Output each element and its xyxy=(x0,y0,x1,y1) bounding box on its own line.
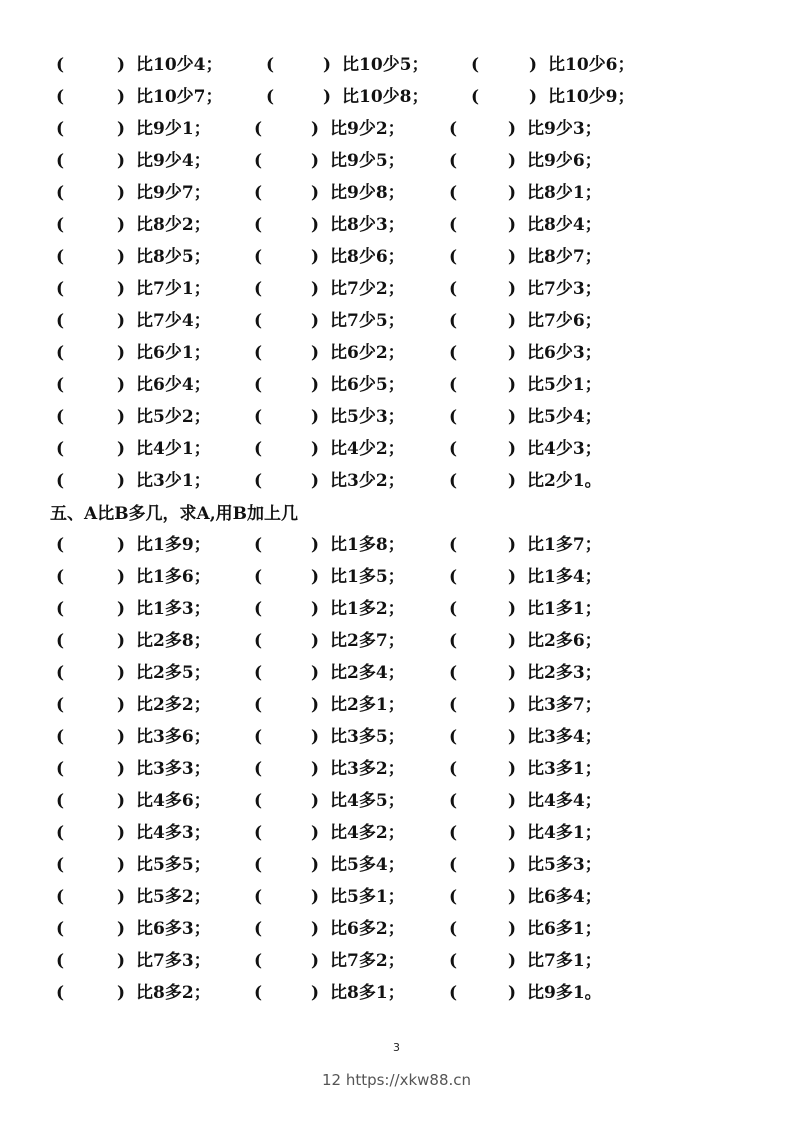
answer-blank-close-paren: ) xyxy=(117,919,126,939)
answer-blank-close-paren: ) xyxy=(117,727,126,747)
exercise-row xyxy=(0,273,793,305)
answer-blank-close-paren: ) xyxy=(117,855,126,875)
answer-blank-close-paren: ) xyxy=(508,791,517,811)
exercise-text: 比7少3； xyxy=(527,279,602,299)
answer-blank-open-paren: ( xyxy=(449,343,458,363)
exercise-text: 比2多4； xyxy=(330,663,405,683)
exercise-text: 比1多2； xyxy=(330,599,405,619)
answer-blank-open-paren: ( xyxy=(254,983,263,1003)
answer-blank-open-paren: ( xyxy=(56,215,65,235)
answer-blank-open-paren: ( xyxy=(56,791,65,811)
answer-blank-open-paren: ( xyxy=(56,631,65,651)
answer-blank-open-paren: ( xyxy=(254,727,263,747)
answer-blank-close-paren: ) xyxy=(323,87,332,107)
answer-blank-close-paren: ) xyxy=(117,535,126,555)
section-heading: 五、A比B多几，求A,用B加上几 xyxy=(50,504,299,524)
answer-blank-close-paren: ) xyxy=(117,759,126,779)
answer-blank-close-paren: ) xyxy=(508,343,517,363)
exercise-text: 比4多2； xyxy=(330,823,405,843)
answer-blank-close-paren: ) xyxy=(508,663,517,683)
exercise-text: 比8少7； xyxy=(527,247,602,267)
answer-blank-open-paren: ( xyxy=(449,471,458,491)
answer-blank-close-paren: ) xyxy=(117,599,126,619)
answer-blank-close-paren: ) xyxy=(508,439,517,459)
exercise-text: 比4多3； xyxy=(136,823,211,843)
answer-blank-open-paren: ( xyxy=(449,983,458,1003)
exercise-row xyxy=(0,657,793,689)
answer-blank-open-paren: ( xyxy=(471,55,480,75)
exercise-text: 比8少1； xyxy=(527,183,602,203)
exercise-text: 比6少2； xyxy=(330,343,405,363)
answer-blank-open-paren: ( xyxy=(56,759,65,779)
answer-blank-open-paren: ( xyxy=(56,663,65,683)
answer-blank-open-paren: ( xyxy=(56,855,65,875)
answer-blank-close-paren: ) xyxy=(311,631,320,651)
exercise-text: 比6多2； xyxy=(330,919,405,939)
exercise-text: 比7少2； xyxy=(330,279,405,299)
answer-blank-close-paren: ) xyxy=(311,375,320,395)
exercise-row xyxy=(0,753,793,785)
answer-blank-close-paren: ) xyxy=(311,791,320,811)
answer-blank-open-paren: ( xyxy=(56,983,65,1003)
answer-blank-close-paren: ) xyxy=(117,439,126,459)
answer-blank-open-paren: ( xyxy=(449,407,458,427)
answer-blank-open-paren: ( xyxy=(56,247,65,267)
answer-blank-close-paren: ) xyxy=(311,919,320,939)
exercise-text: 比1多7； xyxy=(527,535,602,555)
answer-blank-close-paren: ) xyxy=(529,87,538,107)
exercise-text: 比4少3； xyxy=(527,439,602,459)
answer-blank-open-paren: ( xyxy=(254,119,263,139)
exercise-row xyxy=(0,849,793,881)
answer-blank-open-paren: ( xyxy=(254,951,263,971)
answer-blank-open-paren: ( xyxy=(254,823,263,843)
exercise-text: 比6少3； xyxy=(527,343,602,363)
exercise-text: 比1多5； xyxy=(330,567,405,587)
exercise-text: 比9少3； xyxy=(527,119,602,139)
answer-blank-close-paren: ) xyxy=(117,55,126,75)
answer-blank-close-paren: ) xyxy=(311,151,320,171)
answer-blank-open-paren: ( xyxy=(56,599,65,619)
answer-blank-open-paren: ( xyxy=(56,311,65,331)
exercise-row xyxy=(0,209,793,241)
exercise-text: 比5多5； xyxy=(136,855,211,875)
answer-blank-open-paren: ( xyxy=(56,183,65,203)
exercise-row xyxy=(0,369,793,401)
exercise-text: 比7少4； xyxy=(136,311,211,331)
exercise-text: 比8多1； xyxy=(330,983,405,1003)
answer-blank-close-paren: ) xyxy=(323,55,332,75)
exercise-text: 比1多6； xyxy=(136,567,211,587)
exercise-text: 比8少6； xyxy=(330,247,405,267)
page-number: 3 xyxy=(393,1041,400,1054)
answer-blank-close-paren: ) xyxy=(117,279,126,299)
answer-blank-open-paren: ( xyxy=(254,887,263,907)
exercise-text: 比2少1。 xyxy=(527,471,602,491)
exercise-text: 比9少6； xyxy=(527,151,602,171)
exercise-row xyxy=(0,625,793,657)
answer-blank-close-paren: ) xyxy=(117,951,126,971)
exercise-text: 比10少6； xyxy=(548,55,635,75)
exercise-text: 比5多1； xyxy=(330,887,405,907)
exercise-text: 比3多2； xyxy=(330,759,405,779)
answer-blank-open-paren: ( xyxy=(449,823,458,843)
exercise-text: 比2多2； xyxy=(136,695,211,715)
answer-blank-open-paren: ( xyxy=(449,375,458,395)
exercise-text: 比6少5； xyxy=(330,375,405,395)
answer-blank-close-paren: ) xyxy=(311,727,320,747)
answer-blank-open-paren: ( xyxy=(56,375,65,395)
answer-blank-open-paren: ( xyxy=(254,311,263,331)
answer-blank-open-paren: ( xyxy=(449,919,458,939)
exercise-text: 比7多2； xyxy=(330,951,405,971)
answer-blank-open-paren: ( xyxy=(254,919,263,939)
answer-blank-open-paren: ( xyxy=(56,471,65,491)
answer-blank-close-paren: ) xyxy=(311,535,320,555)
answer-blank-close-paren: ) xyxy=(311,855,320,875)
answer-blank-open-paren: ( xyxy=(56,407,65,427)
answer-blank-close-paren: ) xyxy=(311,279,320,299)
answer-blank-open-paren: ( xyxy=(56,343,65,363)
exercise-text: 比6多1； xyxy=(527,919,602,939)
answer-blank-close-paren: ) xyxy=(117,663,126,683)
answer-blank-open-paren: ( xyxy=(254,599,263,619)
exercise-text: 比6多4； xyxy=(527,887,602,907)
answer-blank-close-paren: ) xyxy=(117,183,126,203)
answer-blank-open-paren: ( xyxy=(449,599,458,619)
exercise-text: 比3多3； xyxy=(136,759,211,779)
answer-blank-open-paren: ( xyxy=(449,631,458,651)
exercise-row xyxy=(0,593,793,625)
exercise-text: 比3多5； xyxy=(330,727,405,747)
exercise-text: 比3多4； xyxy=(527,727,602,747)
answer-blank-close-paren: ) xyxy=(117,119,126,139)
exercise-text: 比5少1； xyxy=(527,375,602,395)
answer-blank-close-paren: ) xyxy=(508,727,517,747)
answer-blank-open-paren: ( xyxy=(254,695,263,715)
exercise-row xyxy=(0,881,793,913)
exercise-row xyxy=(0,977,793,1009)
exercise-text: 比5多3； xyxy=(527,855,602,875)
answer-blank-open-paren: ( xyxy=(449,791,458,811)
exercise-text: 比3少1； xyxy=(136,471,211,491)
answer-blank-open-paren: ( xyxy=(449,887,458,907)
answer-blank-open-paren: ( xyxy=(56,55,65,75)
answer-blank-open-paren: ( xyxy=(254,247,263,267)
exercise-text: 比8少2； xyxy=(136,215,211,235)
exercise-text: 比1多8； xyxy=(330,535,405,555)
exercise-text: 比4少1； xyxy=(136,439,211,459)
answer-blank-open-paren: ( xyxy=(254,151,263,171)
answer-blank-open-paren: ( xyxy=(56,567,65,587)
answer-blank-open-paren: ( xyxy=(254,343,263,363)
exercise-row xyxy=(0,401,793,433)
answer-blank-close-paren: ) xyxy=(117,567,126,587)
answer-blank-close-paren: ) xyxy=(508,407,517,427)
answer-blank-close-paren: ) xyxy=(311,567,320,587)
exercise-text: 比2多8； xyxy=(136,631,211,651)
answer-blank-close-paren: ) xyxy=(311,311,320,331)
answer-blank-close-paren: ) xyxy=(117,695,126,715)
exercise-text: 比7少1； xyxy=(136,279,211,299)
exercise-text: 比2多3； xyxy=(527,663,602,683)
answer-blank-open-paren: ( xyxy=(56,87,65,107)
exercise-row xyxy=(0,49,793,81)
answer-blank-close-paren: ) xyxy=(311,183,320,203)
answer-blank-open-paren: ( xyxy=(449,855,458,875)
answer-blank-open-paren: ( xyxy=(449,759,458,779)
exercise-row xyxy=(0,785,793,817)
exercise-row xyxy=(0,817,793,849)
answer-blank-open-paren: ( xyxy=(449,727,458,747)
exercise-row xyxy=(0,561,793,593)
answer-blank-open-paren: ( xyxy=(449,119,458,139)
exercise-text: 比5多2； xyxy=(136,887,211,907)
exercise-row xyxy=(0,689,793,721)
exercise-text: 比1多9； xyxy=(136,535,211,555)
exercise-text: 比8多2； xyxy=(136,983,211,1003)
exercise-row xyxy=(0,465,793,497)
answer-blank-open-paren: ( xyxy=(254,759,263,779)
exercise-row xyxy=(0,721,793,753)
exercise-row xyxy=(0,241,793,273)
answer-blank-open-paren: ( xyxy=(449,247,458,267)
answer-blank-close-paren: ) xyxy=(508,983,517,1003)
answer-blank-close-paren: ) xyxy=(508,311,517,331)
answer-blank-open-paren: ( xyxy=(56,727,65,747)
answer-blank-close-paren: ) xyxy=(311,759,320,779)
answer-blank-open-paren: ( xyxy=(449,695,458,715)
exercise-text: 比8少5； xyxy=(136,247,211,267)
answer-blank-close-paren: ) xyxy=(117,311,126,331)
answer-blank-close-paren: ) xyxy=(508,599,517,619)
exercise-text: 比9少8； xyxy=(330,183,405,203)
answer-blank-open-paren: ( xyxy=(449,951,458,971)
exercise-row xyxy=(0,305,793,337)
answer-blank-open-paren: ( xyxy=(254,791,263,811)
exercise-text: 比5少3； xyxy=(330,407,405,427)
exercise-text: 比7少6； xyxy=(527,311,602,331)
answer-blank-close-paren: ) xyxy=(117,791,126,811)
answer-blank-close-paren: ) xyxy=(508,631,517,651)
exercise-text: 比9少5； xyxy=(330,151,405,171)
answer-blank-close-paren: ) xyxy=(117,631,126,651)
answer-blank-close-paren: ) xyxy=(311,663,320,683)
exercise-text: 比7多1； xyxy=(527,951,602,971)
answer-blank-open-paren: ( xyxy=(449,151,458,171)
answer-blank-open-paren: ( xyxy=(254,279,263,299)
answer-blank-open-paren: ( xyxy=(449,439,458,459)
exercise-text: 比8少3； xyxy=(330,215,405,235)
answer-blank-open-paren: ( xyxy=(254,471,263,491)
answer-blank-close-paren: ) xyxy=(508,471,517,491)
answer-blank-close-paren: ) xyxy=(311,407,320,427)
exercise-text: 比6少4； xyxy=(136,375,211,395)
exercise-text: 比3多1； xyxy=(527,759,602,779)
answer-blank-close-paren: ) xyxy=(311,951,320,971)
answer-blank-close-paren: ) xyxy=(508,823,517,843)
answer-blank-open-paren: ( xyxy=(449,183,458,203)
exercise-text: 比10少7； xyxy=(136,87,223,107)
answer-blank-close-paren: ) xyxy=(508,695,517,715)
exercise-text: 比9多1。 xyxy=(527,983,602,1003)
answer-blank-open-paren: ( xyxy=(449,535,458,555)
answer-blank-open-paren: ( xyxy=(56,151,65,171)
answer-blank-open-paren: ( xyxy=(56,439,65,459)
answer-blank-close-paren: ) xyxy=(508,567,517,587)
answer-blank-open-paren: ( xyxy=(56,119,65,139)
answer-blank-close-paren: ) xyxy=(508,919,517,939)
answer-blank-open-paren: ( xyxy=(56,823,65,843)
answer-blank-close-paren: ) xyxy=(508,375,517,395)
answer-blank-open-paren: ( xyxy=(254,567,263,587)
answer-blank-close-paren: ) xyxy=(508,279,517,299)
answer-blank-close-paren: ) xyxy=(117,375,126,395)
answer-blank-close-paren: ) xyxy=(117,215,126,235)
answer-blank-open-paren: ( xyxy=(56,279,65,299)
exercise-text: 比10少8； xyxy=(342,87,429,107)
answer-blank-open-paren: ( xyxy=(254,183,263,203)
answer-blank-close-paren: ) xyxy=(311,695,320,715)
answer-blank-close-paren: ) xyxy=(117,887,126,907)
answer-blank-close-paren: ) xyxy=(311,599,320,619)
answer-blank-open-paren: ( xyxy=(254,215,263,235)
exercise-text: 比6少1； xyxy=(136,343,211,363)
answer-blank-close-paren: ) xyxy=(311,983,320,1003)
exercise-text: 比5少2； xyxy=(136,407,211,427)
exercise-text: 比8少4； xyxy=(527,215,602,235)
answer-blank-close-paren: ) xyxy=(311,119,320,139)
exercise-row xyxy=(0,433,793,465)
exercise-text: 比4多6； xyxy=(136,791,211,811)
answer-blank-close-paren: ) xyxy=(508,951,517,971)
answer-blank-close-paren: ) xyxy=(508,151,517,171)
answer-blank-close-paren: ) xyxy=(508,119,517,139)
answer-blank-open-paren: ( xyxy=(266,87,275,107)
answer-blank-close-paren: ) xyxy=(508,247,517,267)
exercise-text: 比7少5； xyxy=(330,311,405,331)
answer-blank-open-paren: ( xyxy=(56,951,65,971)
exercise-text: 比9少7； xyxy=(136,183,211,203)
exercise-text: 比4多5； xyxy=(330,791,405,811)
exercise-text: 比10少5； xyxy=(342,55,429,75)
answer-blank-close-paren: ) xyxy=(508,183,517,203)
exercise-text: 比3多6； xyxy=(136,727,211,747)
exercise-text: 比7多3； xyxy=(136,951,211,971)
exercise-row xyxy=(0,913,793,945)
answer-blank-close-paren: ) xyxy=(311,471,320,491)
answer-blank-open-paren: ( xyxy=(449,215,458,235)
exercise-text: 比5多4； xyxy=(330,855,405,875)
answer-blank-open-paren: ( xyxy=(449,311,458,331)
exercise-row xyxy=(0,337,793,369)
exercise-text: 比6多3； xyxy=(136,919,211,939)
exercise-text: 比1多3； xyxy=(136,599,211,619)
exercise-text: 比9少4； xyxy=(136,151,211,171)
answer-blank-close-paren: ) xyxy=(508,759,517,779)
exercise-text: 比9少2； xyxy=(330,119,405,139)
answer-blank-close-paren: ) xyxy=(311,215,320,235)
answer-blank-close-paren: ) xyxy=(117,343,126,363)
exercise-text: 比9少1； xyxy=(136,119,211,139)
exercise-text: 比4少2； xyxy=(330,439,405,459)
exercise-text: 比3多7； xyxy=(527,695,602,715)
answer-blank-close-paren: ) xyxy=(311,823,320,843)
answer-blank-open-paren: ( xyxy=(266,55,275,75)
exercise-text: 比3少2； xyxy=(330,471,405,491)
exercise-text: 比1多4； xyxy=(527,567,602,587)
exercise-text: 比2多6； xyxy=(527,631,602,651)
answer-blank-open-paren: ( xyxy=(56,887,65,907)
exercise-text: 比4多4； xyxy=(527,791,602,811)
answer-blank-open-paren: ( xyxy=(56,919,65,939)
answer-blank-close-paren: ) xyxy=(311,439,320,459)
exercise-row xyxy=(0,145,793,177)
answer-blank-open-paren: ( xyxy=(254,663,263,683)
exercise-text: 比2多1； xyxy=(330,695,405,715)
answer-blank-open-paren: ( xyxy=(254,407,263,427)
exercise-text: 比2多5； xyxy=(136,663,211,683)
answer-blank-open-paren: ( xyxy=(254,375,263,395)
answer-blank-open-paren: ( xyxy=(449,279,458,299)
answer-blank-open-paren: ( xyxy=(254,855,263,875)
exercise-row xyxy=(0,81,793,113)
answer-blank-close-paren: ) xyxy=(117,407,126,427)
answer-blank-close-paren: ) xyxy=(508,215,517,235)
exercise-row xyxy=(0,113,793,145)
exercise-row xyxy=(0,177,793,209)
answer-blank-open-paren: ( xyxy=(471,87,480,107)
answer-blank-close-paren: ) xyxy=(117,151,126,171)
exercise-row xyxy=(0,945,793,977)
answer-blank-open-paren: ( xyxy=(254,535,263,555)
answer-blank-close-paren: ) xyxy=(117,247,126,267)
answer-blank-open-paren: ( xyxy=(449,567,458,587)
answer-blank-close-paren: ) xyxy=(508,855,517,875)
exercise-text: 比2多7； xyxy=(330,631,405,651)
exercise-text: 比4多1； xyxy=(527,823,602,843)
answer-blank-close-paren: ) xyxy=(117,983,126,1003)
answer-blank-close-paren: ) xyxy=(311,887,320,907)
footer-url: 12 https://xkw88.cn xyxy=(321,1071,472,1089)
answer-blank-close-paren: ) xyxy=(508,887,517,907)
exercise-text: 比1多1； xyxy=(527,599,602,619)
answer-blank-close-paren: ) xyxy=(529,55,538,75)
answer-blank-close-paren: ) xyxy=(311,343,320,363)
answer-blank-open-paren: ( xyxy=(449,663,458,683)
answer-blank-open-paren: ( xyxy=(56,695,65,715)
answer-blank-open-paren: ( xyxy=(56,535,65,555)
answer-blank-close-paren: ) xyxy=(117,87,126,107)
answer-blank-close-paren: ) xyxy=(117,471,126,491)
answer-blank-open-paren: ( xyxy=(254,631,263,651)
exercise-text: 比10少4； xyxy=(136,55,223,75)
answer-blank-open-paren: ( xyxy=(254,439,263,459)
exercise-text: 比10少9； xyxy=(548,87,635,107)
answer-blank-close-paren: ) xyxy=(117,823,126,843)
exercise-row xyxy=(0,529,793,561)
answer-blank-close-paren: ) xyxy=(508,535,517,555)
exercise-text: 比5少4； xyxy=(527,407,602,427)
answer-blank-close-paren: ) xyxy=(311,247,320,267)
